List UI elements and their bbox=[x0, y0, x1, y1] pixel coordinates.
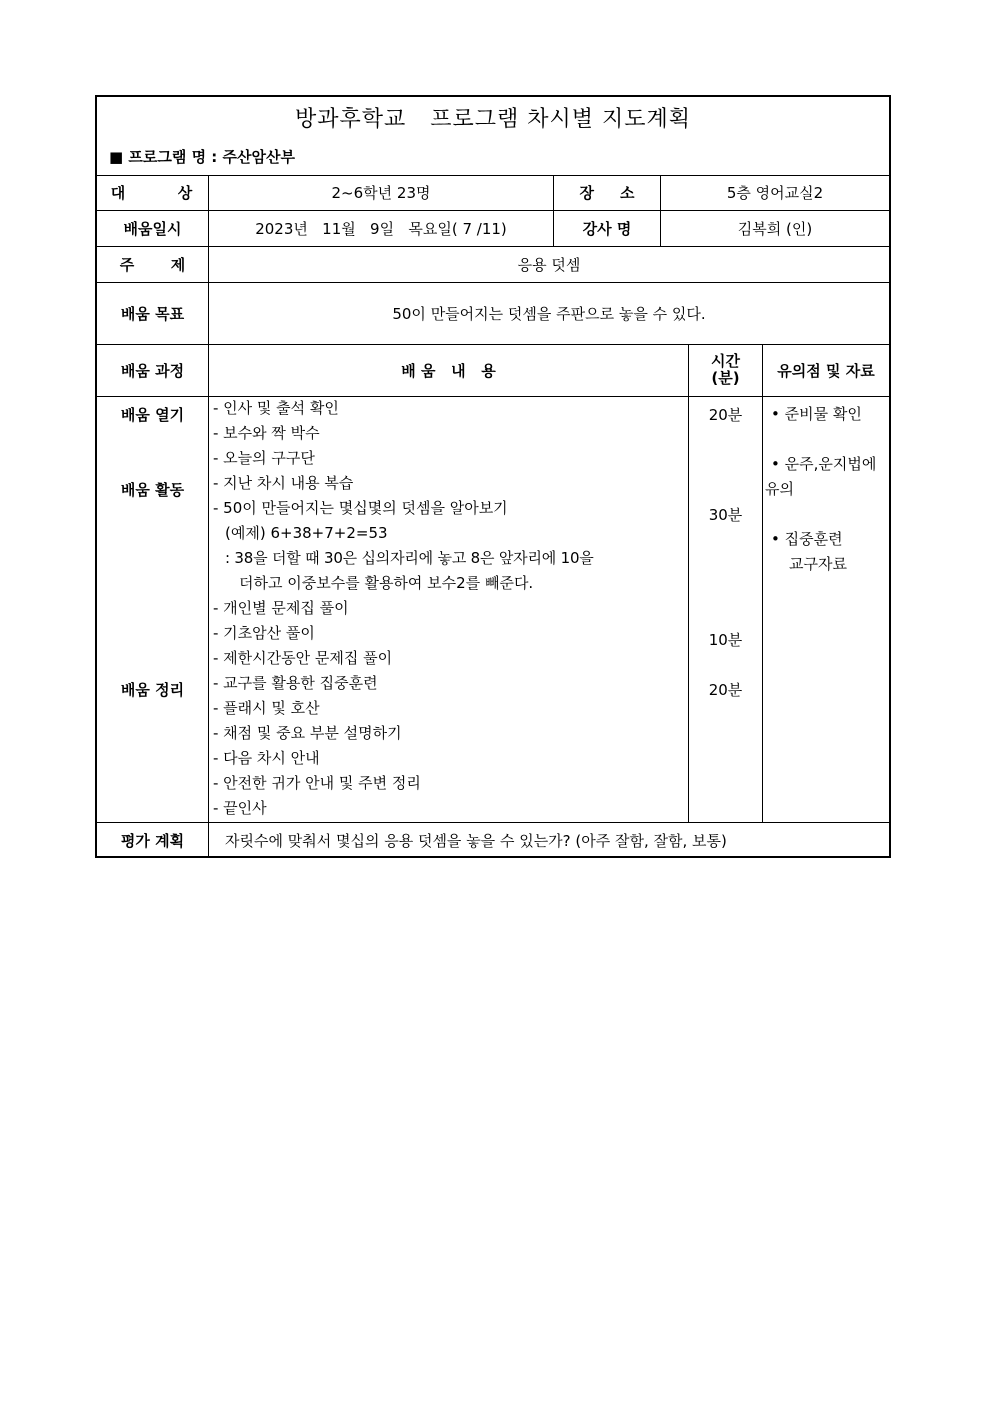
goal-label: 배움 목표 bbox=[120, 304, 185, 323]
goal-value: 50이 만들어지는 덧셈을 주판으로 놓을 수 있다. bbox=[392, 304, 706, 323]
content-line: - 채점 및 중요 부분 설명하기 bbox=[213, 724, 402, 742]
date-label: 배움일시 bbox=[123, 219, 182, 238]
stage-activity: 배움 활동 bbox=[120, 481, 185, 499]
content-line: - 오늘의 구구단 bbox=[213, 449, 315, 467]
content-line: - 기초암산 풀이 bbox=[213, 624, 315, 642]
note-line: 유의 bbox=[765, 480, 794, 498]
content-line: 더하고 이중보수를 활용하여 보수2를 빼준다. bbox=[239, 574, 534, 592]
stage-opening: 배움 열기 bbox=[120, 406, 185, 424]
program-name: 주산암산부 bbox=[222, 148, 295, 166]
time-header-line1: 시간 bbox=[711, 352, 740, 370]
content-line: - 끝인사 bbox=[213, 799, 267, 817]
notes-list bbox=[765, 402, 876, 577]
stage-closing: 배움 정리 bbox=[120, 681, 185, 699]
notes-header: 유의점 및 자료 bbox=[777, 361, 875, 380]
content-list bbox=[213, 396, 594, 821]
target-label: 대 상 bbox=[110, 184, 195, 202]
content-line: - 지난 차시 내용 복습 bbox=[213, 474, 354, 492]
content-line: - 플래시 및 호산 bbox=[213, 699, 320, 717]
evaluation-value: 자릿수에 맞춰서 몇십의 응용 덧셈을 놓을 수 있는가? (아주 잘함, 잘함, 보통) bbox=[225, 832, 727, 850]
time-closing: 20분 bbox=[708, 681, 743, 699]
place-value: 5층 영어교실2 bbox=[726, 184, 824, 202]
evaluation-label: 평가 계획 bbox=[120, 832, 185, 850]
note-line: 교구자료 bbox=[789, 555, 847, 573]
content-line: (예제) 6+38+7+2=53 bbox=[225, 524, 388, 542]
time-header bbox=[689, 344, 762, 396]
teacher-label: 강사 명 bbox=[582, 219, 632, 238]
teacher-value: 김복희 (인) bbox=[737, 219, 813, 238]
target-value: 2~6학년 23명 bbox=[331, 184, 431, 202]
content-line: - 50이 만들어지는 몇십몇의 덧셈을 알아보기 bbox=[213, 499, 508, 517]
date-value: 2023년 11월 9일 목요일( 7 /11) bbox=[255, 219, 507, 238]
note-line: • 준비물 확인 bbox=[771, 405, 862, 423]
program-label: ■ 프로그램 명 : bbox=[109, 148, 223, 166]
place-label: 장 소 bbox=[579, 184, 635, 202]
content-line: - 교구를 활용한 집중훈련 bbox=[213, 674, 378, 692]
process-header: 배움 과정 bbox=[120, 361, 185, 380]
topic-value: 응용 덧셈 bbox=[517, 255, 581, 274]
time-opening: 20분 bbox=[708, 406, 743, 424]
topic-label: 주 제 bbox=[119, 255, 186, 274]
document-title: 방과후학교 프로그램 차시별 지도계획 bbox=[295, 107, 691, 132]
time-activity: 30분 bbox=[708, 506, 743, 524]
program-name-line bbox=[109, 146, 295, 167]
note-line: • 운주,운지법에 bbox=[771, 455, 877, 473]
content-line: - 제한시간동안 문제집 풀이 bbox=[213, 649, 393, 667]
lesson-plan-table bbox=[95, 95, 891, 858]
content-line: - 인사 및 출석 확인 bbox=[213, 399, 339, 417]
time-practice: 10분 bbox=[708, 631, 743, 649]
content-line: - 보수와 짝 박수 bbox=[213, 424, 320, 442]
content-line: : 38을 더할 때 30은 십의자리에 놓고 8은 앞자리에 10을 bbox=[225, 549, 594, 567]
content-line: - 다음 차시 안내 bbox=[213, 749, 320, 767]
content-line: - 개인별 문제집 풀이 bbox=[213, 599, 349, 617]
note-line: • 집중훈련 bbox=[771, 530, 843, 548]
content-header: 배 움 내 용 bbox=[401, 361, 496, 380]
column-divider bbox=[762, 344, 763, 822]
time-header-line2: (분) bbox=[711, 369, 740, 387]
content-line: - 안전한 귀가 안내 및 주변 정리 bbox=[213, 774, 421, 792]
